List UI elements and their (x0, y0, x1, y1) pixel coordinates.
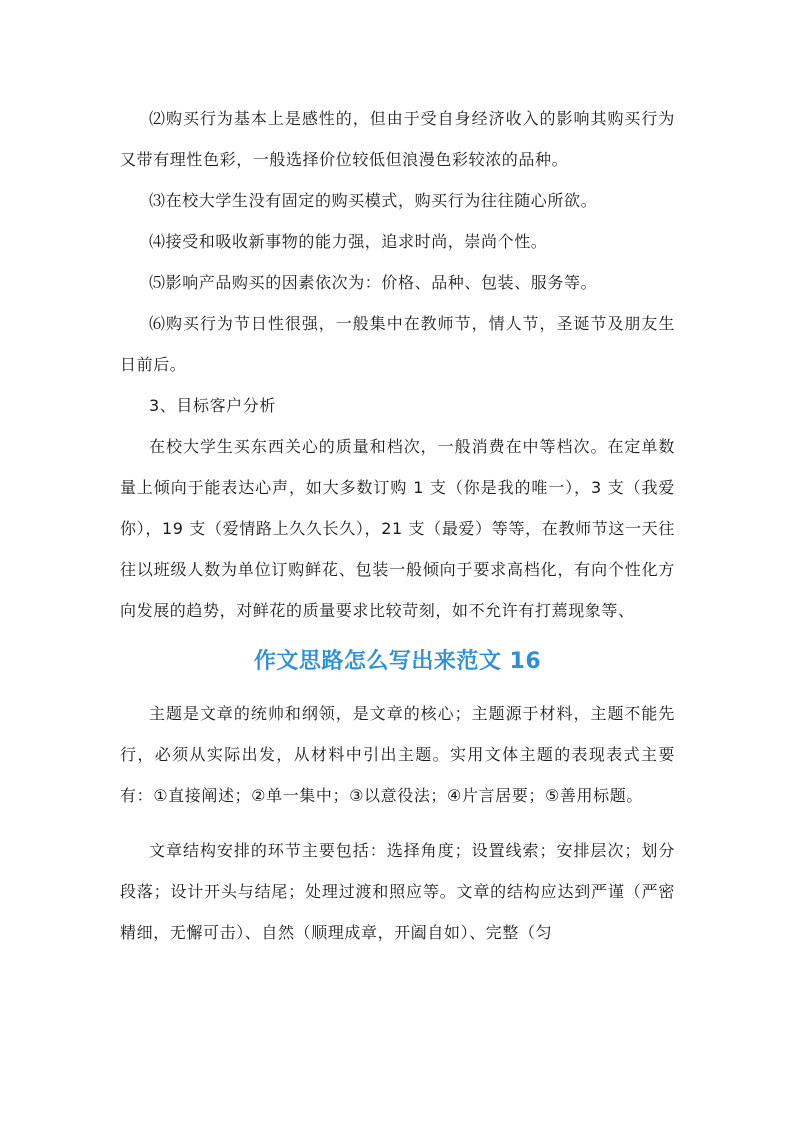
paragraph-purchase-emotional: ⑵购买行为基本上是感性的，但由于受自身经济收入的影响其购买行为又带有理性色彩，一般选择价位较低但浪漫色彩较浓的品种。 (120, 109, 675, 169)
paragraph-purchase-factors: ⑸影响产品购买的因素依次为：价格、品种、包装、服务等。 (149, 273, 598, 292)
paragraph-theme: 主题是文章的统帅和纲领，是文章的核心；主题源于材料，主题不能先行，必须从实际出发，从材料中引出主题。实用文体主题的表现表式主要有：①直接阐述；②单一集中；③以意役法；④片言居要；⑤善用标题。 (120, 704, 675, 805)
paragraph-spacer (120, 816, 675, 830)
document-page (120, 98, 675, 953)
paragraph-target-customer-analysis: 在校大学生买东西关心的质量和档次，一般消费在中等档次。在定单数量上倾向于能表达心声，如大多数订购 1 支（你是我的唯一），3 支（我爱你），19 支（爱情路上久久长久），21 支（最爱）等等，在教师节这一天往往以班级人数为单位订购鲜花、包装一般倾向于要求高档化，有向个性化方向发展的趋势，对鲜花的质量要求比较苛刻，如不允许有打蔫现象等、 (120, 437, 675, 620)
paragraph-holiday-purchase: ⑹购买行为节日性很强，一般集中在教师节，情人节，圣诞节及朋友生日前后。 (120, 314, 675, 374)
paragraph-no-fixed-pattern: ⑶在校大学生没有固定的购买模式，购买行为往往随心所欲。 (149, 191, 598, 210)
paragraph-accept-new-things: ⑷接受和吸收新事物的能力强，追求时尚，崇尚个性。 (149, 232, 548, 251)
section-heading-target-customers: 3、目标客户分析 (149, 396, 276, 415)
paragraph-structure: 文章结构安排的环节主要包括：选择角度；设置线索；安排层次；划分段落；设计开头与结尾；处理过渡和照应等。文章的结构应达到严谨（严密精细，无懈可击）、自然（顺理成章，开阖自如）、完整（匀 (120, 841, 675, 942)
essay-title-heading: 作文思路怎么写出来范文 16 (253, 649, 542, 674)
